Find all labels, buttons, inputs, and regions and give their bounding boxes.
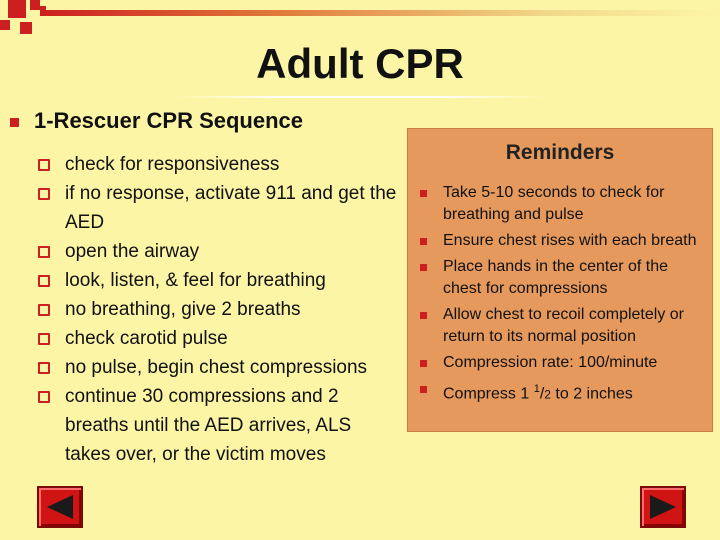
list-item: Place hands in the center of the chest for compressions [420, 256, 705, 300]
square-bullet-icon [420, 386, 427, 393]
square-bullet-icon [420, 312, 427, 319]
list-item: Compress 1 $^1$/2 to 2 inches [420, 378, 705, 405]
arrow-left-icon [45, 494, 75, 520]
reminders-title: Reminders [505, 141, 615, 164]
next-slide-button[interactable] [640, 486, 686, 528]
main-bullet-icon [10, 118, 19, 127]
sequence-heading: 1-Rescuer CPR Sequence [34, 108, 303, 133]
cpr-steps-list [38, 150, 398, 469]
hollow-square-bullet-icon [38, 188, 50, 200]
list-item: Compression rate: 100/minute [420, 352, 705, 374]
list-item: no breathing, give 2 breaths [38, 295, 398, 324]
square-bullet-icon [420, 264, 427, 271]
list-item: check for responsiveness [38, 150, 398, 179]
list-item: if no response, activate 911 and get the AED [38, 179, 398, 237]
hollow-square-bullet-icon [38, 159, 50, 171]
square-bullet-icon [420, 190, 427, 197]
hollow-square-bullet-icon [38, 304, 50, 316]
list-item: look, listen, & feel for breathing [38, 266, 398, 295]
reminders-box [407, 128, 713, 432]
list-item: no pulse, begin chest compressions [38, 353, 398, 382]
arrow-right-icon [648, 494, 678, 520]
hollow-square-bullet-icon [38, 391, 50, 403]
list-item: Take 5-10 seconds to check for breathing and pulse [420, 182, 705, 226]
reminders-list [420, 182, 705, 409]
square-bullet-icon [420, 360, 427, 367]
hollow-square-bullet-icon [38, 246, 50, 258]
square-bullet-icon [420, 238, 427, 245]
previous-slide-button[interactable] [37, 486, 83, 528]
title-underline [175, 96, 545, 98]
list-item: continue 30 compressions and 2 breaths until the AED arrives, ALS takes over, or the victim moves [38, 382, 398, 469]
list-item: check carotid pulse [38, 324, 398, 353]
list-item: open the airway [38, 237, 398, 266]
slide-title: Adult CPR [256, 40, 464, 87]
list-item: Ensure chest rises with each breath [420, 230, 705, 252]
hollow-square-bullet-icon [38, 275, 50, 287]
list-item: Allow chest to recoil completely or return to its normal position [420, 304, 705, 348]
hollow-square-bullet-icon [38, 362, 50, 374]
hollow-square-bullet-icon [38, 333, 50, 345]
top-accent-bar [40, 10, 720, 16]
